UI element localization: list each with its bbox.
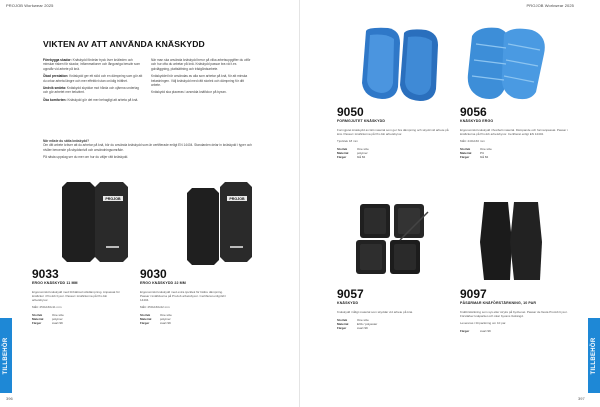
product-9097 bbox=[460, 288, 572, 333]
product-specs bbox=[337, 147, 449, 159]
section-side-tab-left: TILLBEHÖR bbox=[0, 318, 12, 393]
intro-left-column bbox=[43, 58, 143, 105]
product-image-9033 bbox=[40, 180, 150, 265]
standard-text: Om ditt arbete kräver att du arbetar på knä, bör du använda knäskydd som är certifierade enligt EN 14404. Standarden delar in knäskydd i typer och nivåer beroende på skyddsnivå och användningsområde. bbox=[43, 143, 252, 152]
product-9033 bbox=[32, 268, 124, 325]
spec-row: Storlek One size bbox=[460, 147, 492, 151]
spec-row: Material polymer bbox=[32, 317, 63, 321]
spec-row: Material polymer bbox=[337, 151, 368, 155]
product-image-9056 bbox=[452, 22, 562, 104]
spec-row: Färger svart 99 bbox=[460, 329, 491, 333]
product-image-9030 bbox=[147, 180, 257, 265]
pad-logo: PROJOB bbox=[229, 197, 245, 201]
page-header-right: PROJOB Workwear 2025 bbox=[526, 3, 574, 8]
page-number-left: 396 bbox=[6, 396, 13, 401]
product-number: 9033 bbox=[32, 267, 59, 281]
intro-paragraph: Undvik smärta: Knäskydd skyddar mot hårda och ojämna underlag och gör arbetet mer bekvämt. bbox=[43, 86, 139, 95]
pad-logo: PROJOB bbox=[105, 197, 121, 201]
spec-row: Färger blå 84 bbox=[460, 155, 489, 159]
product-name: KNÄSKYDD ERGO bbox=[460, 119, 494, 123]
product-name: ERGO KNÄSKYDD 11 MM bbox=[32, 281, 78, 285]
product-description: Knäförstärkning som sys eller stryks på byxbenet. Passar de flesta ProJob byxor. Förstärker knäpartiet och ökar byxans livslängd. bbox=[460, 310, 568, 318]
product-number: 9097 bbox=[460, 287, 487, 301]
product-image-9050 bbox=[348, 25, 453, 103]
product-description: Ergonomiskt knäskydd med extra tjocklek för bättre dämpning. Passar i knäfickorna på ProJob arbetsbyxor. Certifierat enligt EN 14404. bbox=[140, 290, 226, 302]
spec-row: Material EVA / polyester bbox=[337, 322, 378, 326]
page-title: VIKTEN AV ATT ANVÄNDA KNÄSKYDD bbox=[43, 39, 205, 49]
spec-row: Färger svart 99 bbox=[337, 326, 368, 330]
product-number: 9050 bbox=[337, 105, 364, 119]
page-gutter bbox=[299, 0, 300, 407]
product-number: 9030 bbox=[140, 267, 167, 281]
product-specs bbox=[140, 313, 232, 325]
product-description: Ergonomiskt knäskydd med förbättrad stötdämpning. Anpassat för knäfickor i ProJob byxor. Passar i knäfickorna på ProJob arbetsbyxor. bbox=[32, 290, 120, 302]
product-image-9057 bbox=[348, 200, 448, 280]
product-image-9097 bbox=[462, 198, 562, 284]
product-description: Formgjutet knäskydd av lätt material som ger bra dämpning och skydd vid arbete på knä. Passar i knäfickorna på ProJob arbetsbyxor. bbox=[337, 128, 449, 136]
product-extra: Mått: 240x160 mm bbox=[460, 139, 485, 143]
knee-pad-shape bbox=[468, 28, 545, 99]
product-name: PÅSÄRMAR KNÄFÖRSTÄRKNING, 10 PAR bbox=[460, 301, 537, 305]
section-side-tab-right: TILLBEHÖR bbox=[588, 318, 600, 393]
page-header-left: PROJOB Workwear 2025 bbox=[6, 3, 54, 8]
product-extra: Levereras i förpackning om 10 par. bbox=[460, 321, 507, 325]
product-name: FORMGJUTET KNÄSKYDD bbox=[337, 119, 386, 123]
intro-paragraph: När man ska använda knäskydd beror på vilka arbetsuppgifter du utför och hur ofta du arbetar på knä. Knäskydd passar bra vid t.ex. golvläggning, plattsättning och trädgårdsarbete. bbox=[151, 58, 251, 71]
spec-row: Material polymer bbox=[140, 317, 171, 321]
spec-row: Färger svart 99 bbox=[140, 321, 171, 325]
knee-pad-shape bbox=[480, 202, 542, 280]
standard-heading: När måste du sätta knäskydd? bbox=[43, 139, 90, 143]
product-9030 bbox=[140, 268, 232, 325]
product-9050 bbox=[337, 106, 449, 159]
product-number: 9057 bbox=[337, 287, 364, 301]
spec-row: Storlek One size bbox=[337, 318, 369, 322]
product-specs bbox=[460, 329, 572, 333]
product-description: Ergonomiskt knäskydd i flexibelt material. Dämpande och formanpassat. Passar i knäfickorna på ProJob arbetsbyxor. Certifierat enligt EN 14404. bbox=[460, 128, 568, 136]
spec-row: Storlek One size bbox=[337, 147, 369, 151]
knee-pad-shape bbox=[187, 182, 252, 265]
intro-paragraph: Knäskydd ska placeras i avsedda knäfickor på byxan. bbox=[151, 90, 227, 95]
intro-paragraph: Öka komforten: Knäskydd gör det mer behagligt att arbeta på knä. bbox=[43, 97, 139, 102]
standard-note: På nästa uppslag ser du mer om hur du väljer rätt knäskydd. bbox=[43, 155, 129, 160]
product-extra: Tjocklek 18 mm bbox=[337, 139, 359, 143]
page-number-right: 397 bbox=[578, 396, 585, 401]
product-number: 9056 bbox=[460, 105, 487, 119]
spec-row: Storlek One size bbox=[32, 313, 64, 317]
intro-paragraph: Förebygga skador: Knäskydd fördelar tryck över knäleden och minskar risken för skador, inflammationer och långvariga besvär som uppstår vid arbete på knä. bbox=[43, 58, 141, 71]
standard-section bbox=[43, 139, 253, 163]
product-name: KNÄSKYDD bbox=[337, 301, 359, 305]
product-name: ERGO KNÄSKYDD 22 MM bbox=[140, 281, 186, 285]
product-9057 bbox=[337, 288, 449, 330]
spec-row: Material PU bbox=[460, 151, 485, 155]
product-extra: Mått: 250x160x22 mm bbox=[140, 305, 170, 309]
product-specs bbox=[337, 318, 449, 330]
intro-paragraph: Knäskyddet bör användas av alla som arbetar på knä, för att minska belastningen. Välj knäskydd med rätt storlek och dämpning för ditt arbete. bbox=[151, 74, 248, 88]
product-specs bbox=[32, 313, 124, 325]
spec-row: Storlek One size bbox=[140, 313, 172, 317]
intro-right-column bbox=[151, 58, 251, 98]
knee-pad-shape bbox=[356, 204, 428, 274]
product-9056 bbox=[460, 106, 572, 159]
knee-pad-shape bbox=[362, 28, 438, 101]
intro-paragraph: Ökad prestation: Knäskydd ger ett stöd och en dämpning som gör att du orkar arbeta längre och mer effektivt utan onödig trötthet. bbox=[43, 74, 143, 83]
product-extra: Mått: 250x160x11 mm bbox=[32, 305, 62, 309]
product-specs bbox=[460, 147, 572, 159]
knee-pad-shape bbox=[62, 182, 128, 262]
spec-row: Färger blå 84 bbox=[337, 155, 366, 159]
product-description: Knäskydd i tåligt material som skyddar vid arbete på knä. bbox=[337, 310, 413, 314]
spec-row: Färger svart 99 bbox=[32, 321, 63, 325]
